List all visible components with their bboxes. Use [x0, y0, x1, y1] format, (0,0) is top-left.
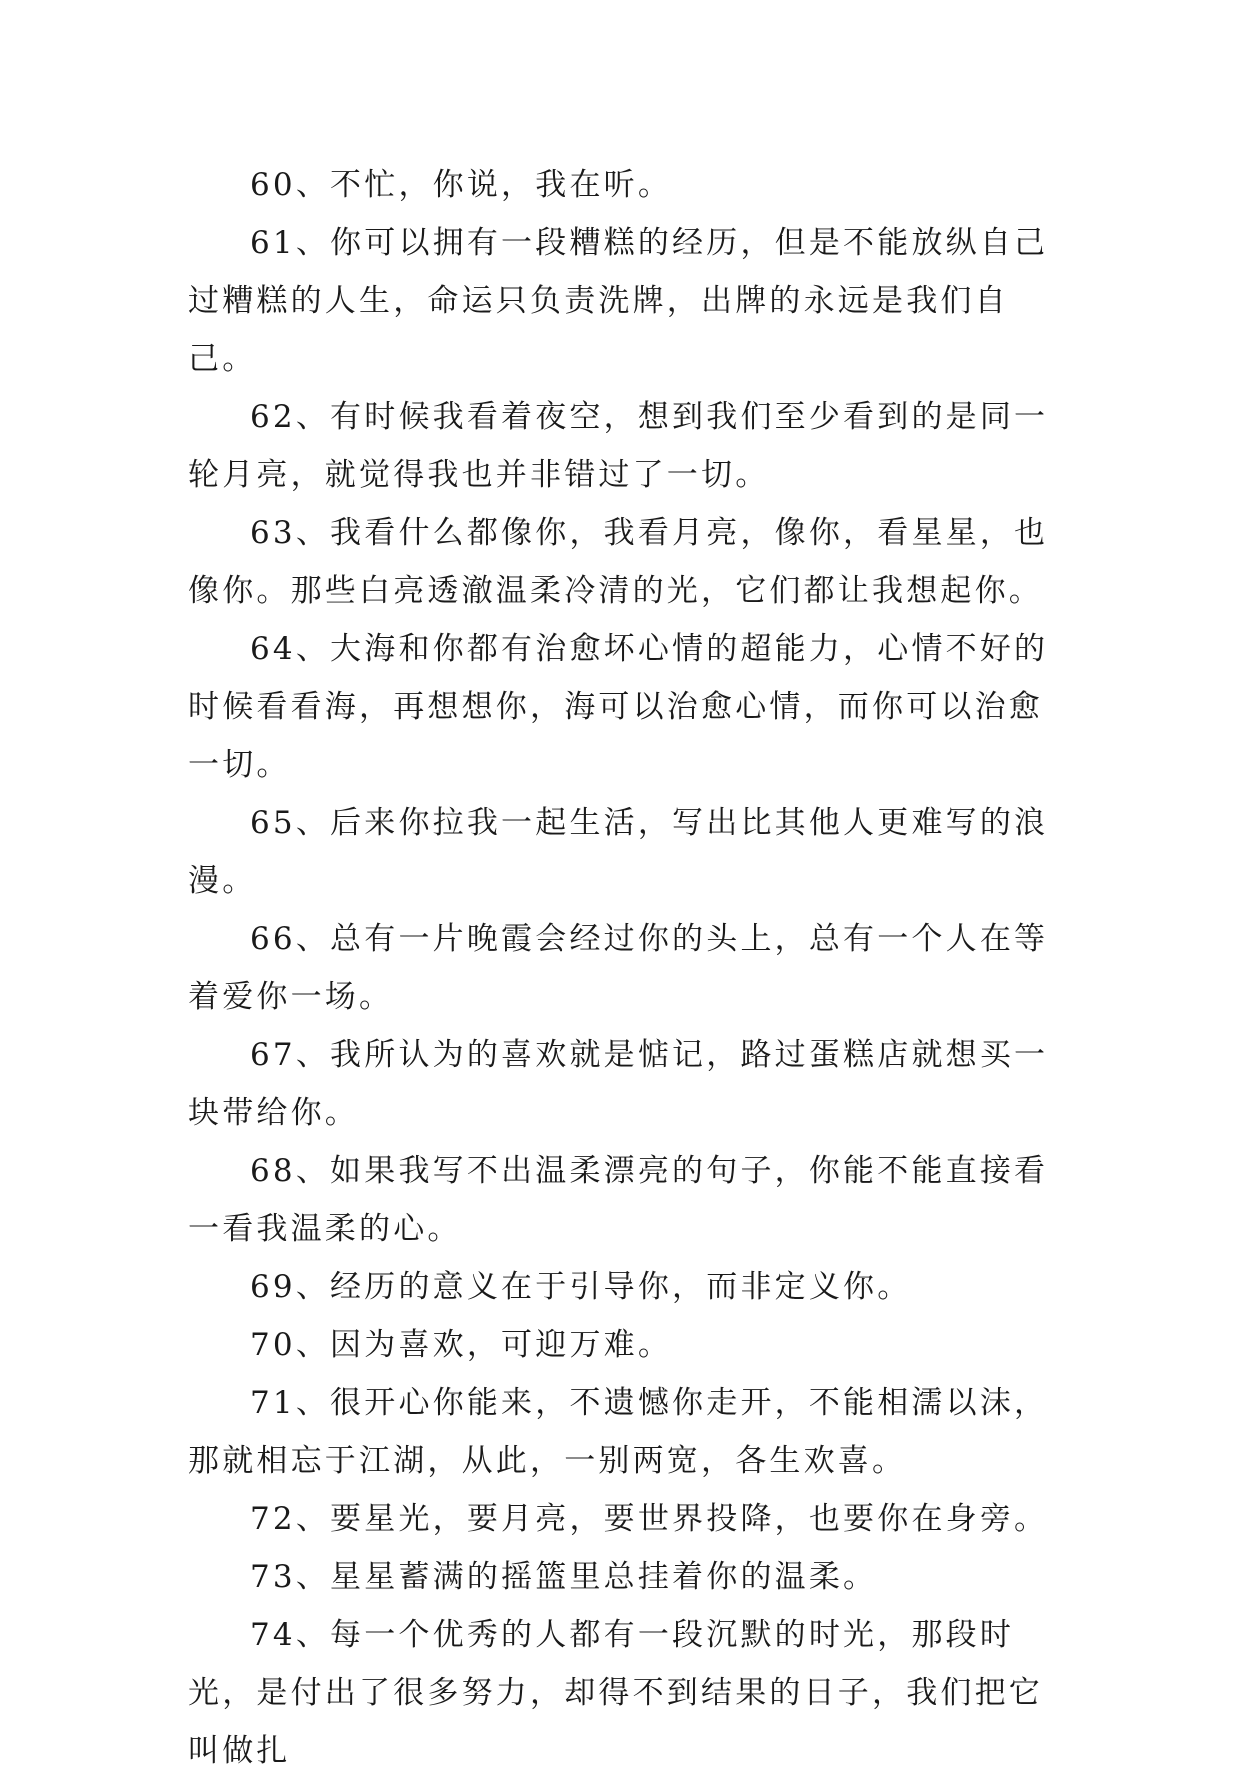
paragraph-68: 68、如果我写不出温柔漂亮的句子，你能不能直接看一看我温柔的心。	[188, 1153, 1049, 1247]
paragraph-73: 73、星星蓄满的摇篮里总挂着你的温柔。	[250, 1559, 878, 1595]
paragraph-62: 62、有时候我看着夜空，想到我们至少看到的是同一轮月亮，就觉得我也并非错过了一切。	[188, 399, 1049, 493]
paragraph-64: 64、大海和你都有治愈坏心情的超能力，心情不好的时候看看海，再想想你，海可以治愈心情，而你可以治愈一切。	[188, 631, 1049, 783]
body-text	[188, 156, 1058, 1780]
paragraph-65: 65、后来你拉我一起生活，写出比其他人更难写的浪漫。	[188, 805, 1049, 899]
paragraph-60: 60、不忙，你说，我在听。	[250, 167, 673, 203]
paragraph-70: 70、因为喜欢，可迎万难。	[250, 1327, 673, 1363]
paragraph-74: 74、每一个优秀的人都有一段沉默的时光，那段时光，是付出了很多努力，却得不到结果的日子，我们把它叫做扎	[188, 1617, 1043, 1769]
paragraph-69: 69、经历的意义在于引导你，而非定义你。	[250, 1269, 912, 1305]
paragraph-71: 71、很开心你能来，不遗憾你走开，不能相濡以沫，那就相忘于江湖，从此，一别两宽，各生欢喜。	[188, 1385, 1049, 1479]
paragraph-63: 63、我看什么都像你，我看月亮，像你，看星星，也像你。那些白亮透澈温柔冷清的光，它们都让我想起你。	[188, 515, 1049, 609]
paragraph-72: 72、要星光，要月亮，要世界投降，也要你在身旁。	[250, 1501, 1049, 1537]
paragraph-61: 61、你可以拥有一段糟糕的经历，但是不能放纵自己过糟糕的人生，命运只负责洗牌，出牌的永远是我们自己。	[188, 225, 1049, 377]
paragraph-66: 66、总有一片晚霞会经过你的头上，总有一个人在等着爱你一场。	[188, 921, 1049, 1015]
paragraph-67: 67、我所认为的喜欢就是惦记，路过蛋糕店就想买一块带给你。	[188, 1037, 1049, 1131]
